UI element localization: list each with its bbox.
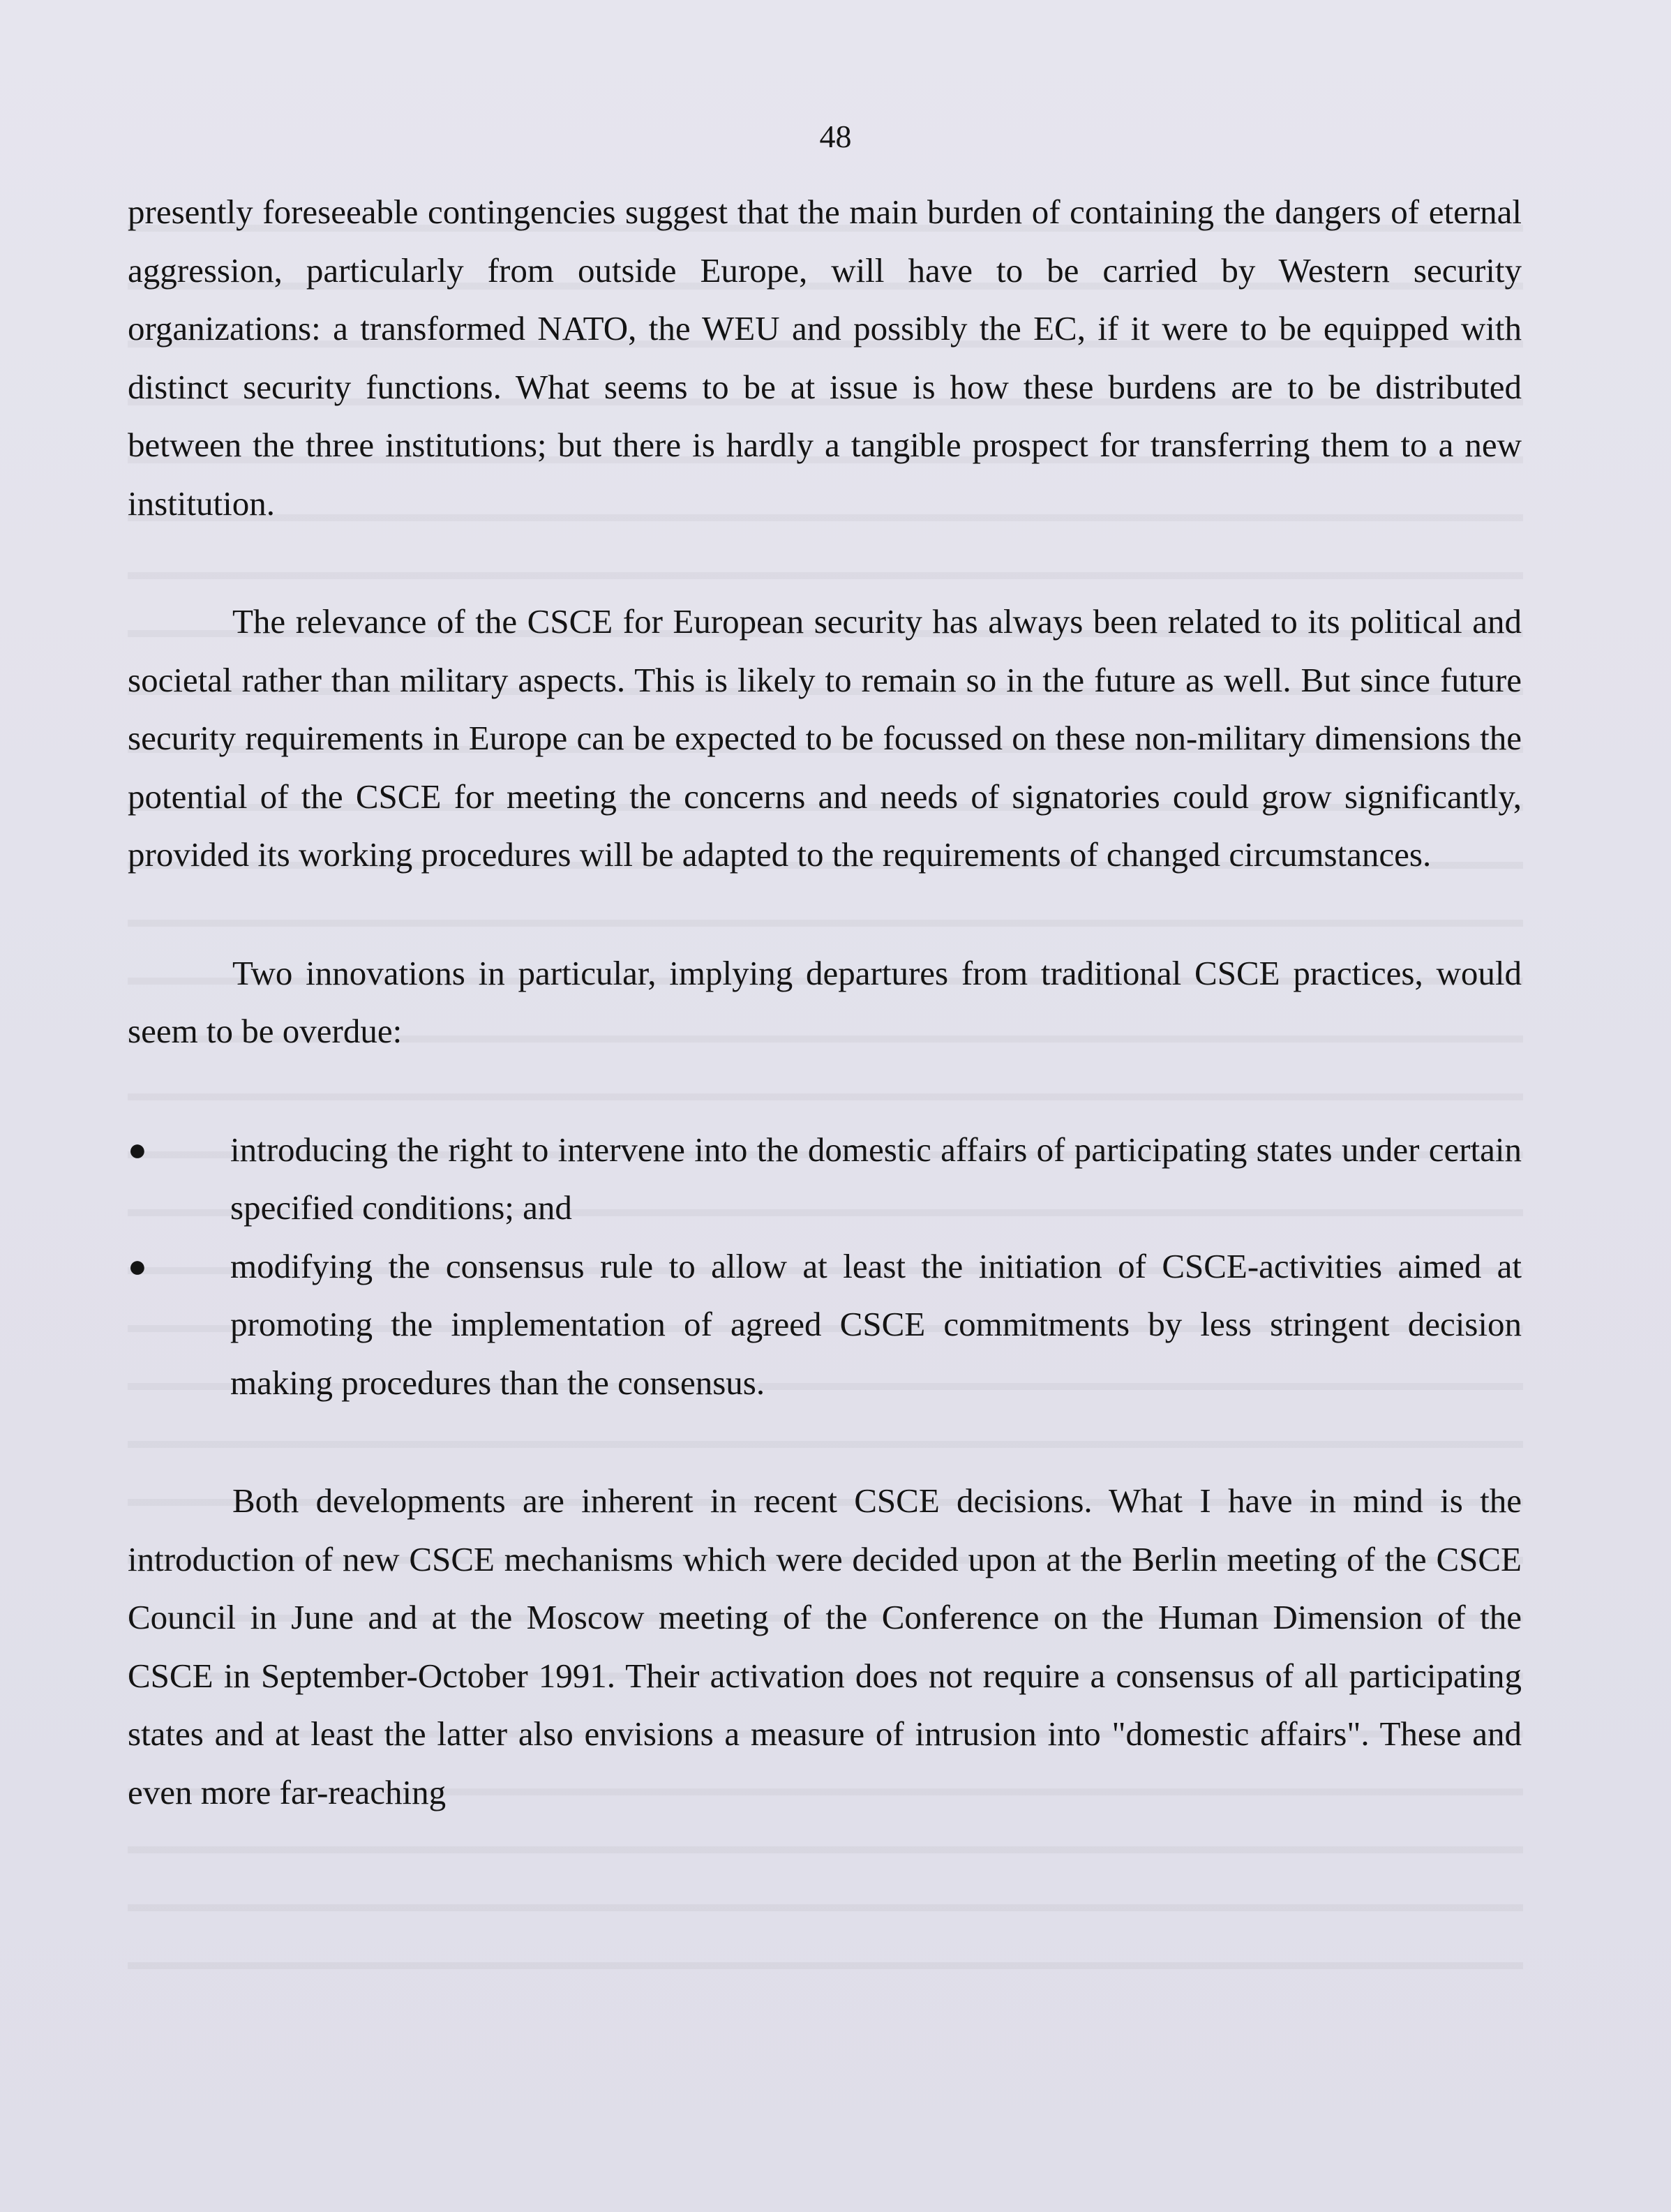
bullet-item-intervene <box>128 1121 1522 1237</box>
bullet-text: introducing the right to intervene into the domestic affairs of participating states under certain specified conditions; and <box>230 1130 1522 1227</box>
bullet-item-consensus <box>128 1237 1522 1412</box>
body-text <box>128 183 1522 1821</box>
bullet-list <box>128 1121 1522 1412</box>
bullet-text: modifying the consensus rule to allow at least the initiation of CSCE-activities aimed at promoting the implementation of agreed CSCE commitments by less stringent decision making procedures than the consensus. <box>230 1246 1522 1402</box>
bullet-icon: ● <box>128 1248 147 1284</box>
bullet-icon: ● <box>128 1131 147 1167</box>
page-number: 48 <box>819 119 852 154</box>
paragraph-developments: Both developments are inherent in recent CSCE decisions. What I have in mind is the introduction of new CSCE mechanisms which were decided upon at the Berlin meeting of the CSCE Council in June and at the Moscow meeting of the Conference on the Human Dimension of the CSCE in September-October 1991. Their activation does not require a consensus of all participating states and at least the latter also envisions a measure of intrusion into "domestic affairs". These and even more far-reaching <box>128 1481 1522 1811</box>
paragraph-csce-relevance: The relevance of the CSCE for European security has always been related to its political and societal rather than military aspects. This is likely to remain so in the future as well. But since future security requirements in Europe can be expected to be focussed on these non-military dimensions the potential of the CSCE for meeting the concerns and needs of signatories could grow significantly, provided its working procedures will be adapted to the requirements of changed circumstances. <box>128 602 1522 874</box>
paragraph-continuation: presently foreseeable contingencies suggest that the main burden of containing the dangers of eternal aggression, particularly from outside Europe, will have to be carried by Western security organizations: a transformed NATO, the WEU and possibly the EC, if it were to be equipped with distinct security functions. What seems to be at issue is how these burdens are to be distributed between the three institutions; but there is hardly a tangible prospect for transferring them to a new institution. <box>128 193 1522 523</box>
paragraph-innovations: Two innovations in particular, implying departures from traditional CSCE practices, would seem to be overdue: <box>128 953 1522 1050</box>
